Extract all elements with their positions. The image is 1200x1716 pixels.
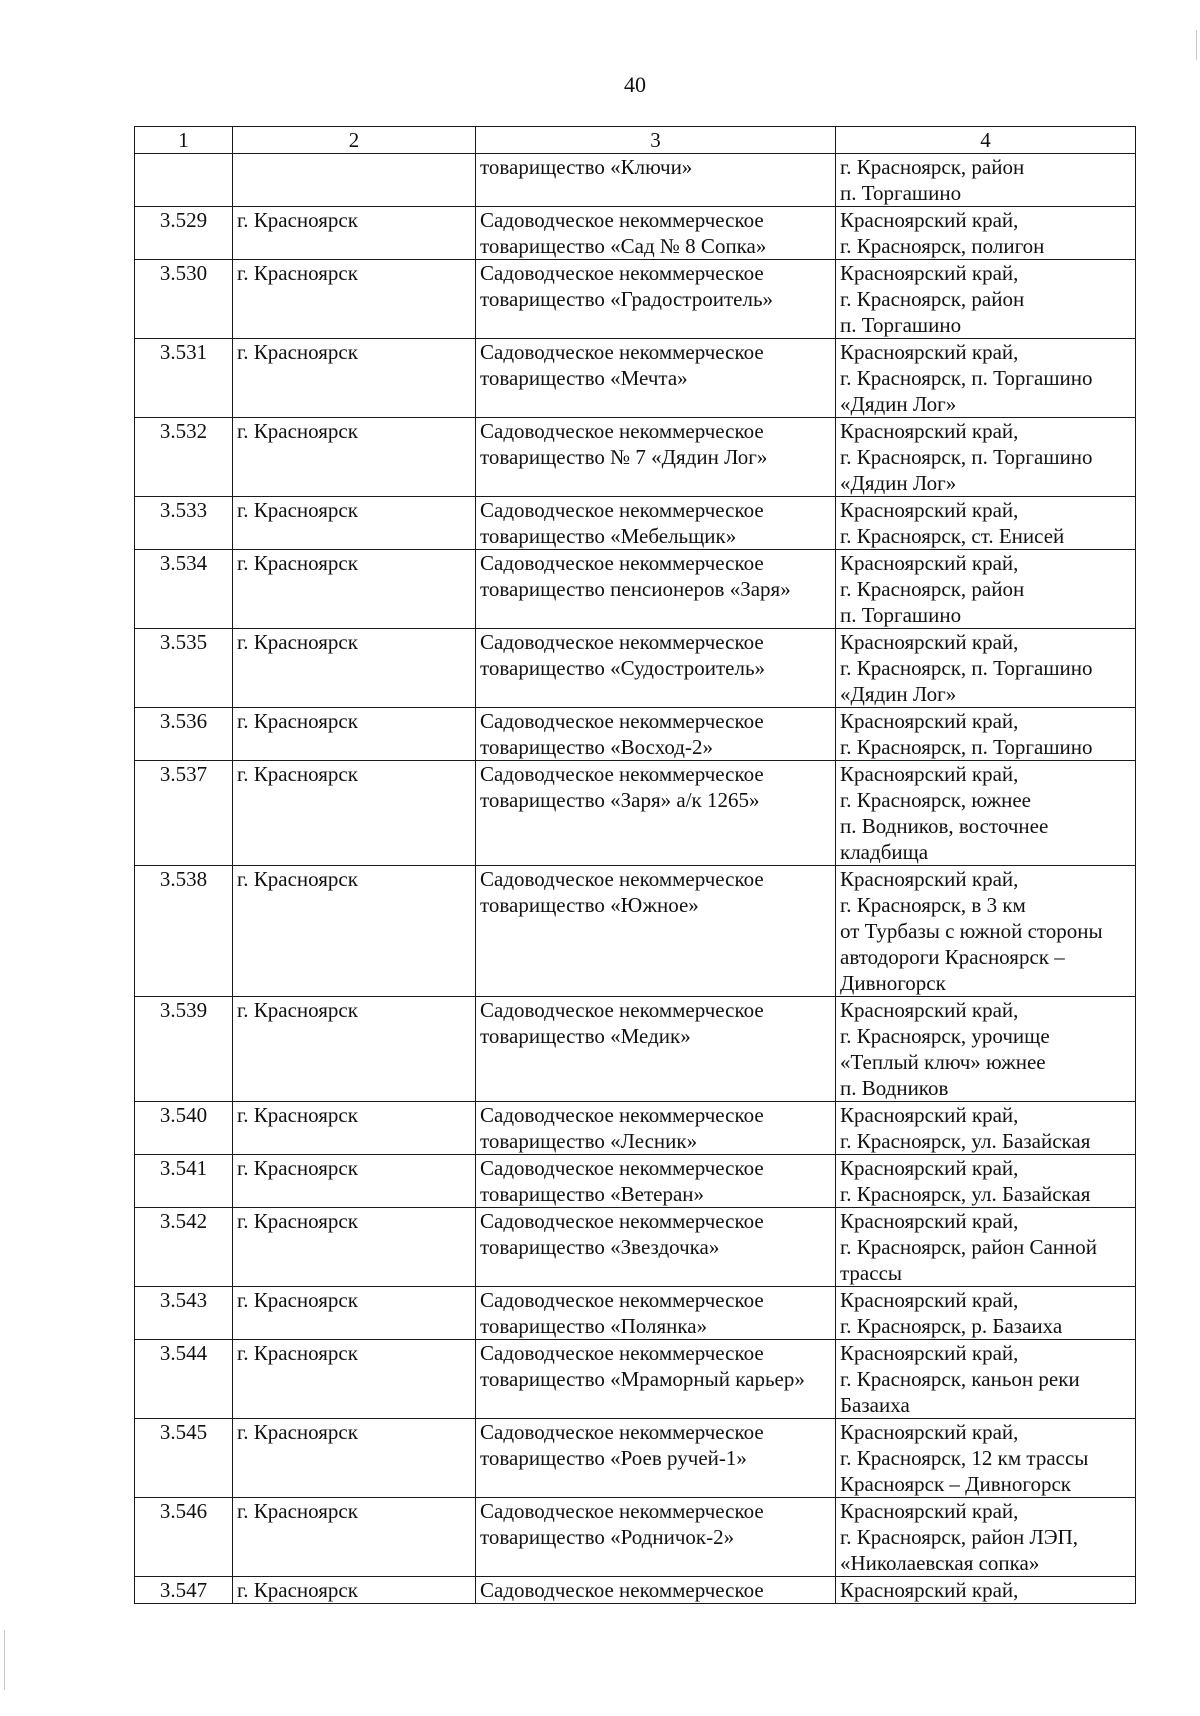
cell-text: 3.529 (159, 208, 208, 232)
cell-line: товарищество «Роев ручей-1» (480, 1446, 747, 1470)
location-cell (836, 1155, 1136, 1208)
row-number-cell (135, 1102, 233, 1155)
organization-name-cell (476, 708, 836, 761)
city-cell (233, 497, 476, 550)
location-cell (836, 339, 1136, 418)
cell-line: Садоводческое некоммерческое (480, 630, 764, 654)
cell-line: г. Красноярск, ул. Базайская (840, 1129, 1091, 1153)
cell-line: г. Красноярск, район (840, 577, 1025, 601)
organization-name-cell (476, 629, 836, 708)
row-number-cell (135, 761, 233, 866)
cell-text: 3.538 (159, 867, 208, 891)
cell-line: Красноярский край, (840, 1341, 1019, 1365)
cell-text: г. Красноярск (237, 1156, 358, 1180)
column-header: 2 (233, 127, 476, 154)
cell-text: 3.545 (159, 1420, 208, 1444)
cell-text: г. Красноярск (237, 419, 358, 443)
cell-line: г. Красноярск, ст. Енисей (840, 524, 1065, 548)
cell-text: г. Красноярск (237, 1288, 358, 1312)
cell-line: автодороги Красноярск – (840, 945, 1065, 969)
cell-line: товарищество «Южное» (480, 893, 699, 917)
cell-line: г. Красноярск, южнее (840, 788, 1031, 812)
organization-name-cell (476, 207, 836, 260)
location-cell (836, 1498, 1136, 1577)
cell-line: п. Торгашино (840, 181, 962, 205)
cell-text: г. Красноярск (237, 867, 358, 891)
page-number: 40 (624, 72, 646, 97)
city-cell (233, 207, 476, 260)
cell-text: 3.536 (159, 709, 208, 733)
cell-line: товарищество «Восход-2» (480, 735, 713, 759)
city-cell (233, 260, 476, 339)
city-cell (233, 866, 476, 997)
cell-line: Красноярский край, (840, 630, 1019, 654)
row-number-cell (135, 1577, 233, 1604)
city-cell (233, 1155, 476, 1208)
row-number-cell (135, 997, 233, 1102)
cell-text: 3.533 (159, 498, 208, 522)
table-row (135, 550, 1136, 629)
cell-line: «Дядин Лог» (840, 471, 957, 495)
row-number-cell (135, 497, 233, 550)
table-row (135, 629, 1136, 708)
organization-name-cell (476, 1102, 836, 1155)
organization-name-cell (476, 154, 836, 207)
cell-line: г. Красноярск, урочище (840, 1024, 1050, 1048)
cell-line: п. Водников, восточнее (840, 814, 1049, 838)
cell-line: г. Красноярск, п. Торгашино (840, 656, 1093, 680)
table-row (135, 1208, 1136, 1287)
table-row (135, 708, 1136, 761)
scan-edge-mark-top (1196, 30, 1197, 60)
organization-name-cell (476, 1340, 836, 1419)
city-cell (233, 761, 476, 866)
location-cell (836, 997, 1136, 1102)
cell-line: Садоводческое некоммерческое (480, 1156, 764, 1180)
cell-line: Садоводческое некоммерческое (480, 709, 764, 733)
row-number-cell (135, 339, 233, 418)
cell-line: трассы (840, 1261, 903, 1285)
cell-line: товарищество «Сад № 8 Сопка» (480, 234, 767, 258)
cell-text: г. Красноярск (237, 208, 358, 232)
cell-line: Садоводческое некоммерческое (480, 208, 764, 232)
location-cell (836, 761, 1136, 866)
cell-line: Садоводческое некоммерческое (480, 419, 764, 443)
row-number-cell (135, 1208, 233, 1287)
cell-line: Красноярский край, (840, 1288, 1019, 1312)
location-cell (836, 260, 1136, 339)
cell-line: «Николаевская сопка» (840, 1551, 1040, 1575)
table-row (135, 997, 1136, 1102)
cell-text: 3.541 (159, 1156, 208, 1180)
row-number-cell (135, 708, 233, 761)
location-cell (836, 497, 1136, 550)
location-cell (836, 1340, 1136, 1419)
cell-line: товарищество пенсионеров «Заря» (480, 577, 791, 601)
location-cell (836, 1208, 1136, 1287)
cell-text: 3.542 (159, 1209, 208, 1233)
cell-line: товарищество «Мраморный карьер» (480, 1367, 805, 1391)
cell-text: г. Красноярск (237, 1578, 358, 1602)
city-cell (233, 997, 476, 1102)
cell-line: товарищество «Ветеран» (480, 1182, 705, 1206)
city-cell (233, 418, 476, 497)
location-cell (836, 1419, 1136, 1498)
cell-line: Садоводческое некоммерческое (480, 1499, 764, 1523)
cell-line: товарищество «Судостроитель» (480, 656, 766, 680)
city-cell (233, 1102, 476, 1155)
cell-line: Красноярский край, (840, 1209, 1019, 1233)
city-cell (233, 1498, 476, 1577)
table-row (135, 497, 1136, 550)
organization-name-cell (476, 1287, 836, 1340)
registry-table (134, 126, 1136, 1604)
table-row (135, 207, 1136, 260)
city-cell (233, 550, 476, 629)
cell-line: Садоводческое некоммерческое (480, 261, 764, 285)
organization-name-cell (476, 1208, 836, 1287)
location-cell (836, 418, 1136, 497)
cell-text: г. Красноярск (237, 709, 358, 733)
cell-text: г. Красноярск (237, 498, 358, 522)
city-cell (233, 1208, 476, 1287)
table-row (135, 866, 1136, 997)
cell-text: 3.544 (159, 1341, 208, 1365)
location-cell (836, 1577, 1136, 1604)
cell-line: товарищество «Полянка» (480, 1314, 708, 1338)
cell-line: Красноярский край, (840, 998, 1019, 1022)
cell-line: Красноярский край, (840, 709, 1019, 733)
cell-line: от Турбазы с южной стороны (840, 919, 1103, 943)
organization-name-cell (476, 1419, 836, 1498)
organization-name-cell (476, 761, 836, 866)
cell-line: Базаиха (840, 1393, 910, 1417)
cell-line: товарищество «Медик» (480, 1024, 691, 1048)
cell-text: г. Красноярск (237, 630, 358, 654)
cell-line: Садоводческое некоммерческое (480, 498, 764, 522)
row-number-cell (135, 154, 233, 207)
cell-text: 3.543 (159, 1288, 208, 1312)
cell-line: «Дядин Лог» (840, 682, 957, 706)
organization-name-cell (476, 1155, 836, 1208)
table-row (135, 154, 1136, 207)
cell-line: Садоводческое некоммерческое (480, 998, 764, 1022)
cell-text: 3.531 (159, 340, 208, 364)
cell-line: г. Красноярск, район (840, 287, 1025, 311)
cell-line: г. Красноярск, район (840, 155, 1025, 179)
cell-line: товарищество «Мебельщик» (480, 524, 737, 548)
cell-text: 3.539 (159, 998, 208, 1022)
table-body (135, 154, 1136, 1604)
city-cell (233, 154, 476, 207)
column-header: 3 (476, 127, 836, 154)
location-cell (836, 866, 1136, 997)
organization-name-cell (476, 497, 836, 550)
location-cell (836, 550, 1136, 629)
table-row (135, 1102, 1136, 1155)
city-cell (233, 1340, 476, 1419)
table-row (135, 1577, 1136, 1604)
cell-text: г. Красноярск (237, 998, 358, 1022)
cell-line: Садоводческое некоммерческое (480, 762, 764, 786)
cell-text: 3.532 (159, 419, 208, 443)
cell-line: товарищество «Градостроитель» (480, 287, 774, 311)
cell-line: товарищество «Звездочка» (480, 1235, 720, 1259)
cell-text: г. Красноярск (237, 1341, 358, 1365)
cell-line: Красноярский край, (840, 762, 1019, 786)
cell-line: Красноярский край, (840, 340, 1019, 364)
cell-text: г. Красноярск (237, 261, 358, 285)
city-cell (233, 1577, 476, 1604)
cell-text: 3.546 (159, 1499, 208, 1523)
organization-name-cell (476, 260, 836, 339)
cell-line: г. Красноярск, в 3 км (840, 893, 1026, 917)
cell-text: г. Красноярск (237, 762, 358, 786)
cell-line: кладбища (840, 840, 929, 864)
cell-line: Красноярский край, (840, 867, 1019, 891)
cell-line: г. Красноярск, п. Торгашино (840, 445, 1093, 469)
cell-line: Красноярский край, (840, 1103, 1019, 1127)
cell-line: п. Торгашино (840, 603, 962, 627)
cell-line: товарищество «Ключи» (480, 155, 693, 179)
cell-line: г. Красноярск, п. Торгашино (840, 735, 1093, 759)
city-cell (233, 1419, 476, 1498)
cell-line: Красноярский край, (840, 1420, 1019, 1444)
table-row (135, 418, 1136, 497)
cell-line: п. Водников (840, 1076, 949, 1100)
city-cell (233, 1287, 476, 1340)
cell-line: товарищество «Заря» а/к 1265» (480, 788, 760, 812)
cell-line: г. Красноярск, п. Торгашино (840, 366, 1093, 390)
table-row (135, 1287, 1136, 1340)
location-cell (836, 154, 1136, 207)
cell-line: г. Красноярск, р. Базаиха (840, 1314, 1063, 1338)
cell-line: г. Красноярск, ул. Базайская (840, 1182, 1091, 1206)
row-number-cell (135, 550, 233, 629)
row-number-cell (135, 629, 233, 708)
row-number-cell (135, 1498, 233, 1577)
cell-line: п. Торгашино (840, 313, 962, 337)
cell-text: г. Красноярск (237, 1420, 358, 1444)
cell-line: Красноярский край, (840, 1499, 1019, 1523)
location-cell (836, 207, 1136, 260)
cell-text: 3.534 (159, 551, 208, 575)
location-cell (836, 629, 1136, 708)
row-number-cell (135, 1419, 233, 1498)
row-number-cell (135, 866, 233, 997)
table-row (135, 260, 1136, 339)
row-number-cell (135, 1287, 233, 1340)
cell-line: г. Красноярск, район ЛЭП, (840, 1525, 1078, 1549)
row-number-cell (135, 1155, 233, 1208)
organization-name-cell (476, 418, 836, 497)
city-cell (233, 339, 476, 418)
cell-line: Садоводческое некоммерческое (480, 1578, 764, 1602)
cell-text: 3.540 (159, 1103, 208, 1127)
cell-line: Садоводческое некоммерческое (480, 551, 764, 575)
row-number-cell (135, 260, 233, 339)
scan-edge-mark-bottom (4, 1630, 5, 1690)
organization-name-cell (476, 866, 836, 997)
table-row (135, 1498, 1136, 1577)
cell-line: Садоводческое некоммерческое (480, 1288, 764, 1312)
cell-text: 3.535 (159, 630, 208, 654)
cell-line: Красноярск – Дивногорск (840, 1472, 1071, 1496)
cell-line: Садоводческое некоммерческое (480, 340, 764, 364)
cell-line: товарищество № 7 «Дядин Лог» (480, 445, 768, 469)
cell-text: 3.530 (159, 261, 208, 285)
cell-line: Красноярский край, (840, 551, 1019, 575)
cell-line: «Дядин Лог» (840, 392, 957, 416)
cell-line: товарищество «Лесник» (480, 1129, 698, 1153)
cell-line: г. Красноярск, 12 км трассы (840, 1446, 1089, 1470)
location-cell (836, 708, 1136, 761)
cell-line: Садоводческое некоммерческое (480, 1209, 764, 1233)
cell-line: Красноярский край, (840, 208, 1019, 232)
location-cell (836, 1287, 1136, 1340)
table-row (135, 1340, 1136, 1419)
cell-line: товарищество «Родничок-2» (480, 1525, 735, 1549)
table-header-row (135, 127, 1136, 154)
table-row (135, 761, 1136, 866)
cell-text: 3.547 (159, 1578, 208, 1602)
cell-line: Красноярский край, (840, 261, 1019, 285)
cell-line: Садоводческое некоммерческое (480, 1420, 764, 1444)
cell-text: г. Красноярск (237, 551, 358, 575)
cell-text: г. Красноярск (237, 1499, 358, 1523)
row-number-cell (135, 418, 233, 497)
cell-line: Красноярский край, (840, 419, 1019, 443)
organization-name-cell (476, 1577, 836, 1604)
cell-text: г. Красноярск (237, 340, 358, 364)
cell-line: Красноярский край, (840, 1156, 1019, 1180)
city-cell (233, 708, 476, 761)
cell-line: «Теплый ключ» южнее (840, 1050, 1046, 1074)
cell-line: Красноярский край, (840, 498, 1019, 522)
column-header: 4 (836, 127, 1136, 154)
organization-name-cell (476, 339, 836, 418)
cell-text: 3.537 (159, 762, 208, 786)
cell-line: г. Красноярск, полигон (840, 234, 1045, 258)
cell-text: г. Красноярск (237, 1209, 358, 1233)
organization-name-cell (476, 1498, 836, 1577)
city-cell (233, 629, 476, 708)
cell-line: г. Красноярск, район Санной (840, 1235, 1098, 1259)
cell-line: товарищество «Мечта» (480, 366, 688, 390)
cell-line: г. Красноярск, каньон реки (840, 1367, 1080, 1391)
table-row (135, 339, 1136, 418)
row-number-cell (135, 207, 233, 260)
table-row (135, 1155, 1136, 1208)
cell-line: Садоводческое некоммерческое (480, 867, 764, 891)
cell-text: г. Красноярск (237, 1103, 358, 1127)
cell-line: Дивногорск (840, 971, 946, 995)
cell-line: Садоводческое некоммерческое (480, 1341, 764, 1365)
organization-name-cell (476, 997, 836, 1102)
organization-name-cell (476, 550, 836, 629)
table-row (135, 1419, 1136, 1498)
column-header: 1 (135, 127, 233, 154)
row-number-cell (135, 1340, 233, 1419)
cell-line: Садоводческое некоммерческое (480, 1103, 764, 1127)
cell-line: Красноярский край, (840, 1578, 1019, 1602)
location-cell (836, 1102, 1136, 1155)
